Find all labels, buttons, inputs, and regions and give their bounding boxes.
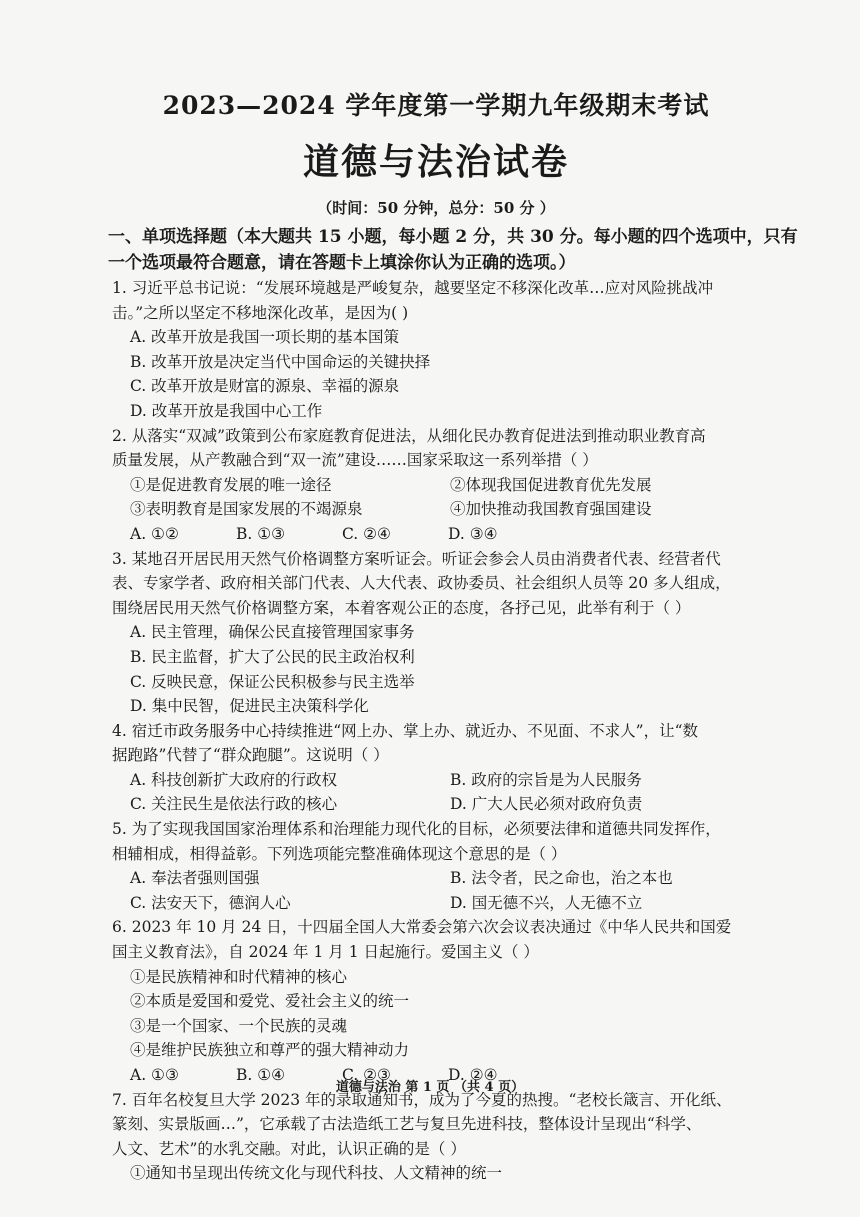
option-d: D. 集中民智，促进民主决策科学化 (130, 697, 369, 716)
option-d: D. 国无德不兴，人无德不立 (450, 893, 643, 912)
question-stem: 质量发展，从产教融合到“双一流”建设……国家采取这一系列举措（ ） (112, 451, 598, 470)
option-d: D. ②④ (448, 1066, 498, 1084)
question-stem: 据跑路”代替了“群众跑腿”。这说明（ ） (112, 746, 389, 765)
statement-4: ④是维护民族独立和尊严的强大精神动力 (130, 1041, 410, 1060)
question-stem: 3. 某地召开居民用天然气价格调整方案听证会。听证会参会人员由消费者代表、经营者代 (112, 549, 721, 568)
option-b: B. 民主监督，扩大了公民的民主政治权利 (130, 647, 415, 666)
statement-1: ①是民族精神和时代精神的核心 (130, 967, 348, 986)
option-b: B. 政府的宗旨是为人民服务 (450, 770, 642, 789)
question-stem: 2. 从落实“双减”政策到公布家庭教育促进法，从细化民办教育促进法到推动职业教育高 (112, 426, 706, 445)
question-stem: 篆刻、实景版画…”，它承载了古法造纸工艺与复旦先进科技，整体设计呈现出“科学、 (112, 1115, 702, 1134)
statement-2: ②体现我国促进教育优先发展 (450, 475, 652, 494)
option-a: A. 改革开放是我国一项长期的基本国策 (130, 328, 400, 347)
question-stem: 4. 宿迁市政务服务中心持续推进“网上办、掌上办、就近办、不见面、不求人”，让“数 (112, 721, 698, 740)
option-a: A. ①② (130, 524, 179, 543)
section-heading: 一、单项选择题（本大题共 15 小题，每小题 2 分，共 30 分。每小题的四个选项中，只有 一个选项最符合题意，请在答题卡上填涂你认为正确的选项。） (108, 227, 798, 273)
option-b: B. ①③ (236, 524, 286, 543)
statement-3: ③是一个国家、一个民族的灵魂 (130, 1016, 348, 1035)
question-stem: 击。”之所以坚定不移地深化改革，是因为( ) (112, 303, 409, 322)
question-3 (112, 547, 800, 719)
subject-title: 道德与法治试卷 (302, 141, 569, 183)
question-stem: 6. 2023 年 10 月 24 日，十四届全国人大常委会第六次会议表决通过《中华人民共和国爱 (112, 918, 732, 937)
question-stem: 5. 为了实现我国国家治理体系和治理能力现代化的目标，必须要法律和道德共同发挥作， (112, 820, 721, 839)
question-stem: 1. 习近平总书记说：“发展环境越是严峻复杂，越要坚定不移深化改革…应对风险挑战冲 (112, 279, 714, 297)
option-a: A. 民主管理，确保公民直接管理国家事务 (130, 623, 415, 642)
option-c: C. ②③ (342, 1066, 391, 1084)
question-stem: 相辅相成，相得益彰。下列选项能完整准确体现这个意思的是（ ） (112, 844, 567, 863)
question-stem: 人文、艺术”的水乳交融。对此，认识正确的是（ ） (112, 1139, 466, 1158)
question-5 (112, 817, 800, 915)
option-d: D. 广大人民必须对政府负责 (450, 795, 643, 814)
option-c: C. 法安天下，德润人心 (130, 893, 291, 912)
statement-4: ④加快推动我国教育强国建设 (450, 500, 652, 519)
question-stem: 7. 百年名校复旦大学 2023 年的录取通知书，成为了今夏的热搜。“老校长箴言、开化纸、 (112, 1090, 732, 1109)
option-b: B. 法令者，民之命也，治之本也 (450, 869, 673, 888)
exam-title: 2023—2024 学年度第一学期九年级期末考试 (162, 91, 710, 120)
option-a: A. 奉法者强则国强 (130, 869, 260, 888)
page-footer: 道德与法治 第 1 页 （共 4 页） (335, 1080, 525, 1095)
statement-3: ③表明教育是国家发展的不竭源泉 (130, 500, 363, 519)
option-d: D. ③④ (448, 524, 498, 543)
question-1 (112, 276, 800, 424)
option-c: C. 反映民意，保证公民积极参与民主选举 (130, 672, 415, 691)
statement-2: ②本质是爱国和爱党、爱社会主义的统一 (130, 992, 410, 1011)
question-2 (112, 424, 800, 547)
question-7 (112, 1088, 800, 1186)
option-c: C. ②④ (342, 524, 391, 543)
question-stem: 国主义教育法》，自 2024 年 1 月 1 日起施行。爱国主义（ ） (112, 943, 539, 962)
question-6 (112, 915, 800, 1087)
question-4 (112, 719, 800, 817)
option-c: C. 关注民生是依法行政的核心 (130, 795, 338, 814)
exam-time-score: （时间：50 分钟，总分：50 分 ） (317, 199, 555, 217)
statement-1: ①通知书呈现出传统文化与现代科技、人文精神的统一 (130, 1164, 503, 1183)
statement-1: ①是促进教育发展的唯一途径 (130, 475, 332, 494)
option-a: A. ①③ (130, 1066, 179, 1084)
option-b: B. ①④ (236, 1066, 286, 1084)
question-stem: 表、专家学者、政府相关部门代表、人大代表、政协委员、社会组织人员等 20 多人组成， (112, 574, 731, 593)
question-stem: 围绕居民用天然气价格调整方案，本着客观公正的态度，各抒己见，此举有利于（ ） (112, 598, 691, 617)
option-c: C. 改革开放是财富的源泉、幸福的源泉 (130, 377, 400, 396)
option-d: D. 改革开放是我国中心工作 (130, 401, 323, 420)
option-a: A. 科技创新扩大政府的行政权 (130, 770, 338, 789)
option-b: B. 改革开放是决定当代中国命运的关键抉择 (130, 352, 431, 371)
